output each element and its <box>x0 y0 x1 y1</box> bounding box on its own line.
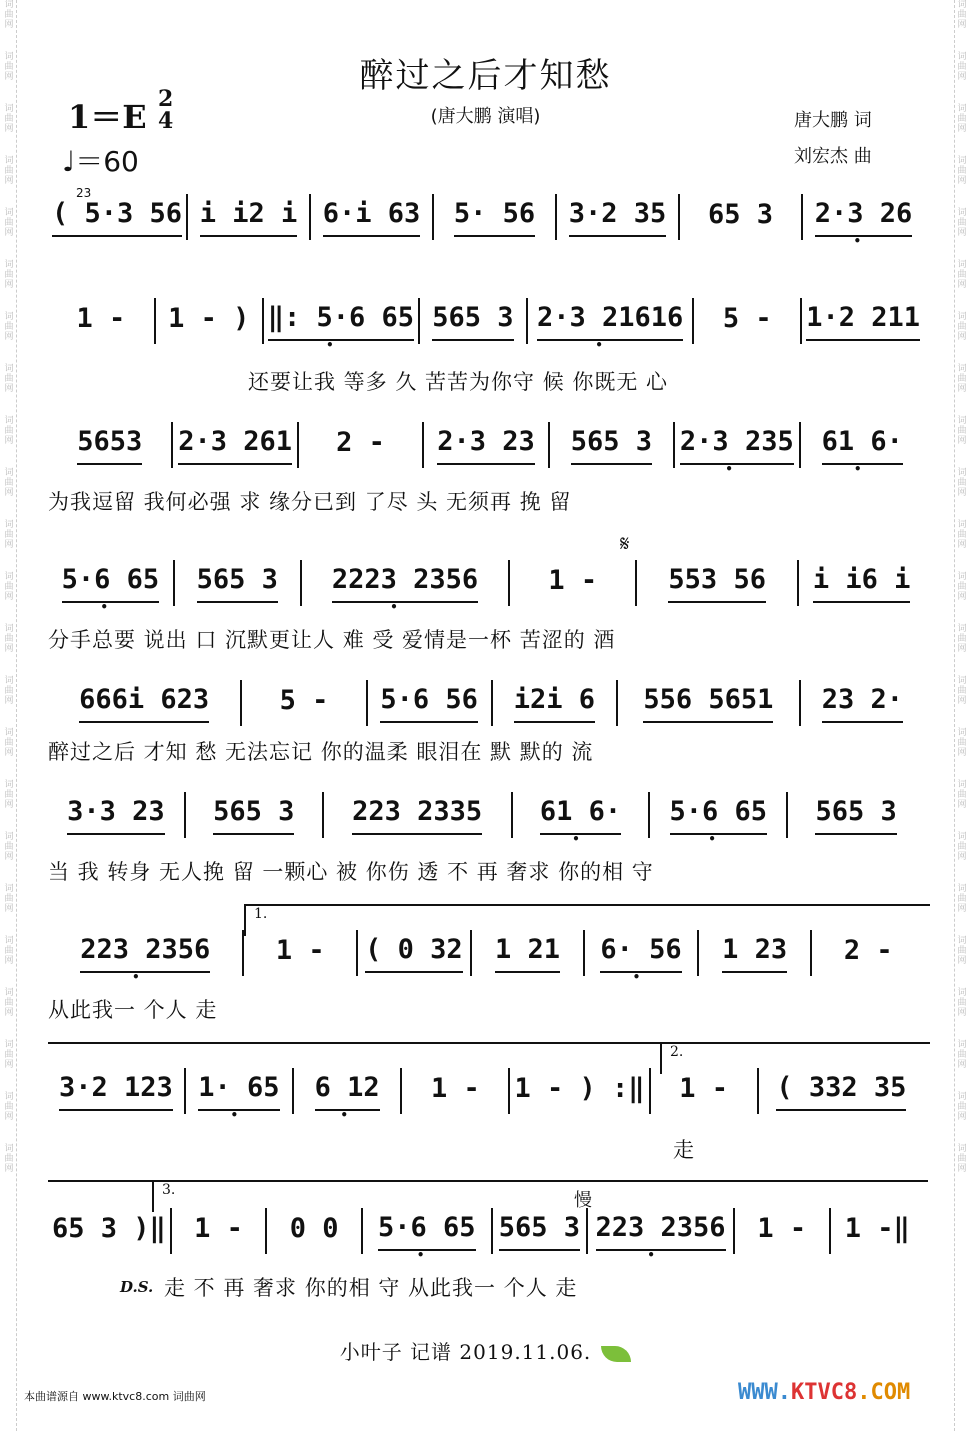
measure: ( 0 32 <box>358 930 472 976</box>
slow-marking: 慢 <box>574 1190 592 1211</box>
lyrics-line-6: 当 我 转身 无人挽 留 一颗心 被 你伤 透 不 再 奢求 你的相 守 <box>48 860 654 884</box>
measure: 2·3 23 <box>424 422 549 468</box>
measure: 2223 2356 • <box>302 560 511 606</box>
singer-credit: (唐大鹏 演唱) <box>430 106 541 127</box>
staff-line-5 <box>48 680 924 726</box>
measure: 5·6 65 • <box>650 792 788 838</box>
measure: 565 3 <box>550 422 675 468</box>
source-note: 本曲谱源自 www.ktvc8.com 词曲网 <box>24 1390 206 1403</box>
measure: ‖: 5·6 65 • <box>264 298 420 344</box>
measure: 61 6· • <box>801 422 924 468</box>
lyrics-line-3: 为我逗留 我何必强 求 缘分已到 了尽 头 无须再 挽 留 <box>48 490 572 514</box>
measure: 3·2 123 <box>48 1068 186 1114</box>
composer-credit: 刘宏杰 曲 <box>794 146 872 167</box>
measure: 2 - <box>299 422 424 468</box>
measure: 553 56 <box>637 560 799 606</box>
measure: 556 5651 <box>618 680 801 726</box>
measure: 666i 623 <box>48 680 242 726</box>
measure: 1 - <box>244 930 358 976</box>
measure: 223 2356 • <box>588 1208 735 1254</box>
measure: 2·3 261 <box>173 422 298 468</box>
measure: 5 - <box>694 298 802 344</box>
transcriber-footer: 小叶子 记谱 2019.11.06. <box>0 1336 971 1365</box>
measure: 5·6 65 • <box>363 1208 493 1254</box>
tempo-marking: ♩＝60 <box>62 145 139 178</box>
measure: 3·2 35 <box>557 194 680 240</box>
staff-line-2 <box>48 298 924 344</box>
measure: 1 - <box>651 1068 759 1114</box>
measure: 5· 56 <box>434 194 557 240</box>
volta-1: 1. <box>244 904 930 936</box>
lyrics-line-5: 醉过之后 才知 愁 无法忘记 你的温柔 眼泪在 默 默的 流 <box>48 740 594 764</box>
staff-line-1 <box>48 194 924 240</box>
measure: 5·6 56 <box>368 680 493 726</box>
measure: 65 3 )‖ <box>48 1208 172 1254</box>
staff-line-7 <box>48 930 924 976</box>
measure: 5653 <box>48 422 173 468</box>
staff-line-3 <box>48 422 924 468</box>
segno-sign: 𝄋 <box>620 532 630 557</box>
measure: 2·3 21616 • <box>528 298 695 344</box>
lyrics-line-8: 走 <box>673 1138 695 1162</box>
measure: 2·3 26 • <box>803 194 924 240</box>
measure: 6· 56 • <box>585 930 699 976</box>
measure: 0 0 <box>267 1208 363 1254</box>
measure: 5 - <box>242 680 367 726</box>
measure: i2i 6 <box>493 680 618 726</box>
measure: 2·3 235 • <box>675 422 800 468</box>
lyrics-line-7: 从此我一 个人 走 <box>48 998 218 1022</box>
measure: 565 3 <box>788 792 924 838</box>
measure: 1 23 <box>699 930 813 976</box>
lyrics-line-9: 走 不 再 奢求 你的相 守 从此我一 个人 走 <box>164 1276 578 1300</box>
volta-2: 2. <box>660 1042 930 1074</box>
measure: 1 - <box>510 560 637 606</box>
measure: 1 - <box>48 298 156 344</box>
staff-line-6 <box>48 792 924 838</box>
measure: 223 2356 • <box>48 930 244 976</box>
measure: 1 21 <box>472 930 586 976</box>
measure: 6·i 63 <box>311 194 434 240</box>
measure: ( 332 35 <box>759 1068 924 1114</box>
grace-note: 23 <box>76 186 92 200</box>
right-watermark-strip: 词曲网 词曲网 词曲网 词曲网 词曲网 词曲网 词曲网 词曲网 词曲网 词曲网 词曲网 词曲网 词曲网 词曲网 词曲网 词曲网 词曲网 词曲网 词曲网 词曲网 词曲网 词曲网 词曲网 <box>954 0 969 1431</box>
measure: 1 - <box>402 1068 510 1114</box>
left-watermark-strip: 词曲网 词曲网 词曲网 词曲网 词曲网 词曲网 词曲网 词曲网 词曲网 词曲网 词曲网 词曲网 词曲网 词曲网 词曲网 词曲网 词曲网 词曲网 词曲网 词曲网 词曲网 词曲网 词曲网 <box>2 0 17 1431</box>
measure: 61 6· • <box>513 792 651 838</box>
leaf-icon <box>601 1346 631 1362</box>
song-title: 醉过之后才知愁 <box>359 56 612 96</box>
measure: 1 - ) <box>156 298 264 344</box>
measure: i i6 i <box>799 560 924 606</box>
staff-line-8 <box>48 1068 924 1114</box>
measure: 1 - <box>172 1208 268 1254</box>
key-signature: 1＝E <box>68 98 147 136</box>
measure: 23 2· <box>801 680 924 726</box>
volta-3: 3. <box>152 1180 928 1212</box>
measure: 1 - <box>735 1208 831 1254</box>
lyricist-credit: 唐大鹏 词 <box>794 110 872 131</box>
measure: 1·2 211 <box>802 298 924 344</box>
time-signature: 2 4 <box>158 86 174 134</box>
measure: 1 - ) :‖ <box>510 1068 650 1114</box>
measure: 65 3 <box>680 194 803 240</box>
measure: ( 5·3 56 <box>48 194 188 240</box>
ds-marking: D.S. <box>120 1278 154 1296</box>
measure: 2 - <box>843 934 893 966</box>
measure: 3·3 23 <box>48 792 186 838</box>
staff-line-4 <box>48 560 924 606</box>
measure: 223 2335 <box>324 792 513 838</box>
measure: 1· 65 • <box>186 1068 294 1114</box>
site-logo[interactable]: WWW.KTVC8.COM <box>738 1380 911 1405</box>
measure: 565 3 <box>175 560 302 606</box>
measure: 5·6 65 • <box>48 560 175 606</box>
measure: 565 3 <box>420 298 528 344</box>
measure: 1 -‖ <box>844 1212 910 1244</box>
measure: i i2 i <box>188 194 311 240</box>
measure: 565 3 <box>493 1208 589 1254</box>
staff-line-9 <box>48 1208 924 1254</box>
measure: 565 3 <box>186 792 324 838</box>
lyrics-line-4: 分手总要 说出 口 沉默更让人 难 受 爱情是一杯 苦涩的 酒 <box>48 628 616 652</box>
lyrics-line-2: 还要让我 等多 久 苦苦为你守 候 你既无 心 <box>248 370 669 394</box>
measure: 6 12 • <box>294 1068 402 1114</box>
